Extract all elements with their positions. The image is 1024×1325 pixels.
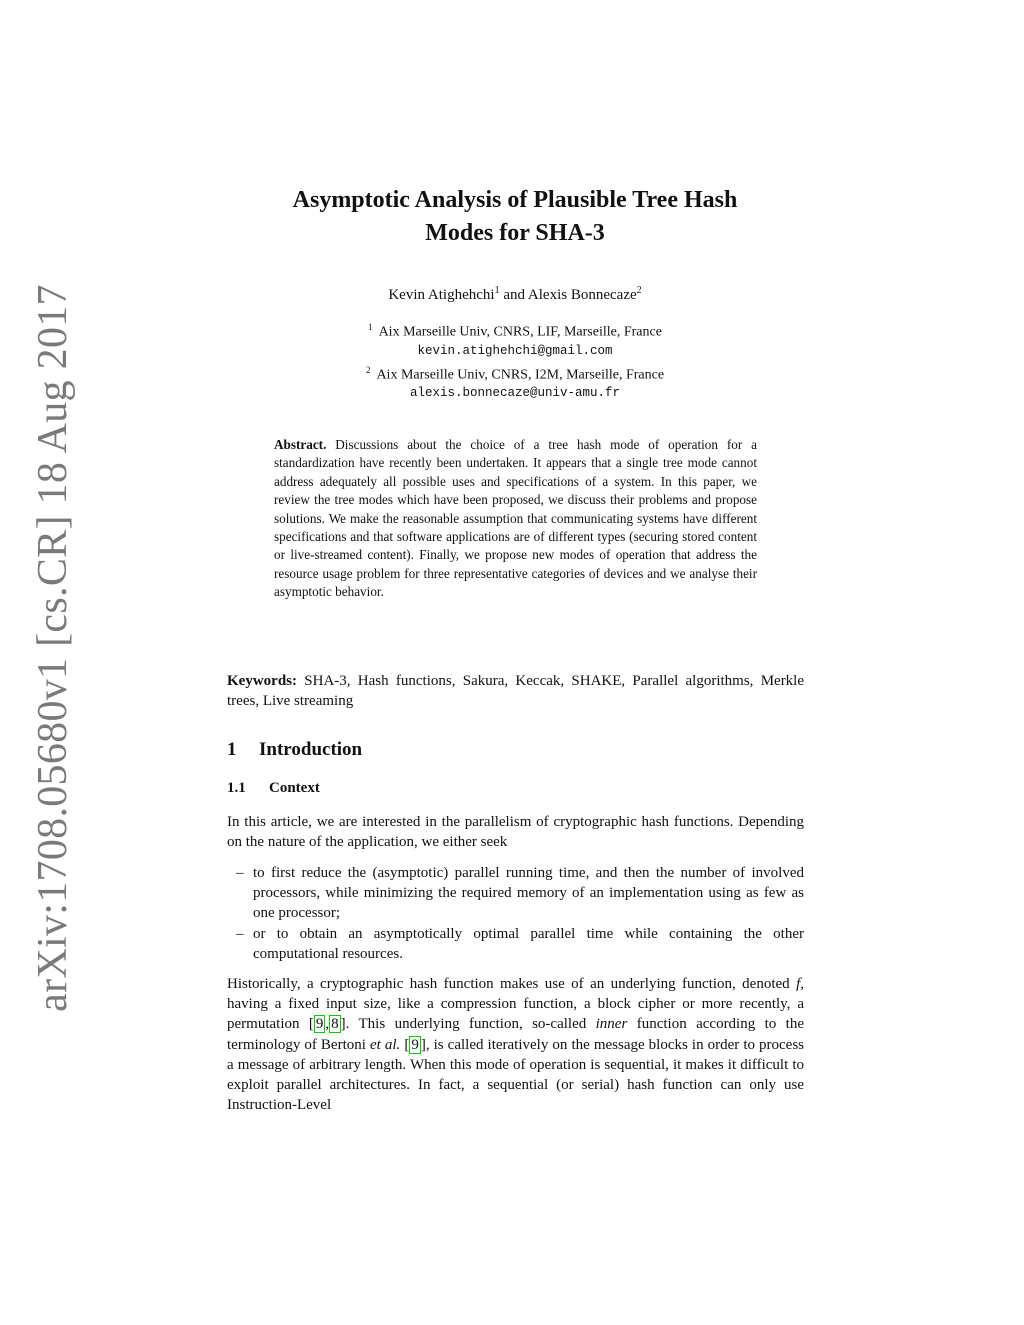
- list-dash: –: [236, 925, 244, 942]
- author-1: Kevin Atighehchi: [388, 287, 495, 303]
- abstract-text: Discussions about the choice of a tree hash mode of operation for a standardization have recently been undertaken. It appears that a single tree mode cannot address adequately all possible uses and specifications of a system. In this paper, we review the tree modes which have been proposed, we discuss their problems and propose solutions. We make the reasonable assumption that communicating systems have different specifications and that software applications are of different types (securing stored content or live-streamed content). Finally, we propose new modes of operation that address the resource usage problem for three representative categories of devices and we analyse their asymptotic behavior.: [274, 437, 757, 600]
- citation-link[interactable]: 9: [411, 1036, 419, 1053]
- subsection-title: Context: [269, 780, 320, 796]
- list-dash: –: [236, 865, 244, 881]
- title-line-2: Modes for SHA-3: [425, 220, 605, 246]
- email-1[interactable]: kevin.atighehchi@gmail.com: [417, 343, 613, 358]
- keywords: [227, 671, 804, 711]
- section-heading-introduction: [227, 739, 362, 761]
- author-conjunction: and: [499, 287, 528, 303]
- email-2[interactable]: alexis.bonnecaze@univ-amu.fr: [409, 386, 621, 401]
- term-inner: inner: [595, 1016, 628, 1033]
- abstract: [274, 436, 757, 602]
- paragraph-2: Historically, a cryptographic hash function makes use of an underlying function, denoted f, having a fixed input size, like a compression function, a block cipher or more recently, a permutation [ 9 , 8 ]. This underlying function, so-called inner function according to the terminology of Bertoni et al. [ 9 ], is called iteratively on the message blocks in order to process a message of arbitrary length. When this mode of operation is sequential, it makes it difficult to exploit parallel architectures. In fact, a sequential (or serial) hash function can only use Instruction-Level: [227, 976, 805, 1114]
- keywords-text: SHA-3, Hash functions, Sakura, Keccak, SHAKE, Parallel algorithms, Merkle trees, Live streaming: [227, 673, 805, 710]
- paper-title: [200, 184, 830, 250]
- arxiv-identifier: arXiv:1708.05680v1 [cs.CR] 18 Aug 2017: [30, 284, 76, 1012]
- section-number: 1: [227, 739, 237, 760]
- paragraph-1: In this article, we are interested in the parallelism of cryptographic hash functions. Depending on the nature of the application, we either seek: [227, 814, 804, 851]
- author-2: Alexis Bonnecaze: [527, 287, 637, 303]
- affiliations: [200, 318, 830, 403]
- citation-link[interactable]: 9: [315, 1016, 324, 1033]
- affiliation-2: $^2$ Aix Marseille Univ, CNRS, I2M, Marseille, France: [365, 364, 665, 383]
- list-item: [227, 924, 804, 964]
- list-item-text: or to obtain an asymptotically optimal parallel time while containing the other computational resources.: [253, 925, 804, 962]
- subsection-heading-context: [227, 780, 320, 797]
- bullet-list: [227, 863, 804, 964]
- list-item-text: to first reduce the (asymptotic) parallel running time, and then the number of involved processors, while minimizing the required memory of an implementation using as few as one processor;: [253, 865, 804, 922]
- affiliation-1: $^1$ Aix Marseille Univ, CNRS, LIF, Marseille, France: [368, 322, 662, 340]
- section-title: Introduction: [259, 739, 363, 760]
- keywords-label: Keywords:: [227, 673, 297, 689]
- author-1-sup: 1: [494, 285, 500, 296]
- subsection-number: 1.1: [227, 780, 246, 796]
- citation-link[interactable]: 8: [331, 1016, 339, 1033]
- math-f: f: [796, 976, 801, 992]
- et-al: et al.: [369, 1036, 401, 1053]
- author-2-sup: 2: [636, 285, 642, 296]
- list-item: [227, 863, 804, 924]
- title-line-1: Asymptotic Analysis of Plausible Tree Hash: [292, 187, 738, 213]
- abstract-label: Abstract.: [274, 437, 327, 452]
- author-list: [200, 285, 830, 304]
